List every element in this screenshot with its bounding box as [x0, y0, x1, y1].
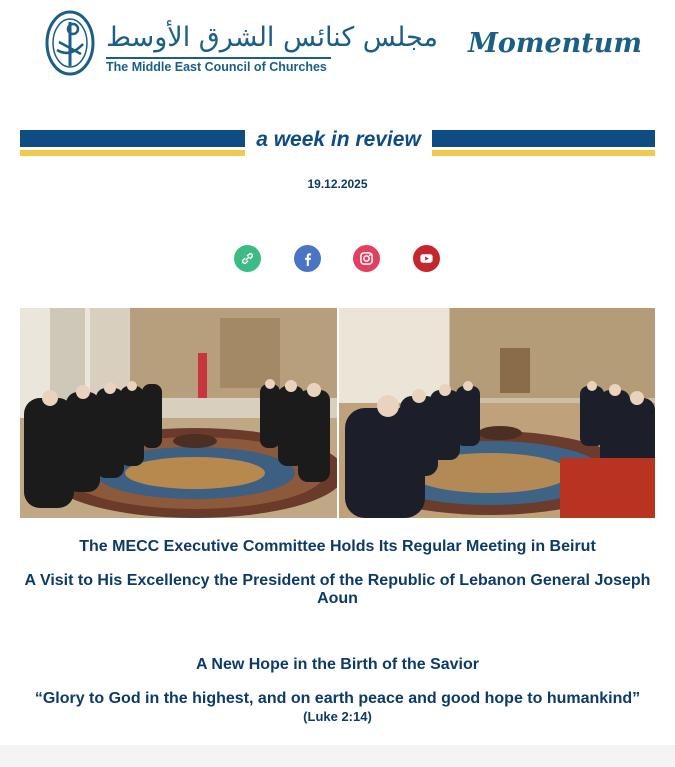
- footer-strip: [0, 745, 675, 767]
- banner-title: a week in review: [256, 128, 421, 151]
- banner-bar-left: [20, 130, 245, 147]
- link-icon[interactable]: [234, 245, 261, 272]
- week-in-review-banner: [20, 130, 655, 158]
- issue-date: 19.12.2025: [307, 177, 368, 191]
- newsletter-header: [0, 0, 675, 90]
- article-title-new-hope[interactable]: A New Hope in the Birth of the Savior: [196, 656, 479, 673]
- banner-stripe-left: [20, 150, 245, 156]
- mecc-logo-icon[interactable]: [45, 10, 95, 76]
- article-title-scripture[interactable]: [20, 690, 655, 726]
- logo-divider: [106, 57, 331, 59]
- article-title-meeting[interactable]: The MECC Executive Committee Holds Its Regular Meeting in Beirut: [79, 538, 596, 555]
- scripture-quote: “Glory to God in the highest, and on earth peace and good hope to humankind”: [34, 690, 641, 707]
- brand-title: Momentum: [468, 28, 642, 59]
- scripture-reference: (Luke 2:14): [303, 709, 372, 724]
- org-name-arabic: مجلس كنائس الشرق الأوسط: [106, 22, 439, 53]
- article-title-president-visit[interactable]: A Visit to His Excellency the President of the Republic of Lebanon General Joseph Aoun: [24, 572, 651, 607]
- facebook-icon[interactable]: [294, 245, 321, 272]
- banner-bar-right: [432, 130, 655, 147]
- instagram-icon[interactable]: [353, 245, 380, 272]
- org-name-english: The Middle East Council of Churches: [106, 60, 327, 74]
- youtube-icon[interactable]: [413, 245, 440, 272]
- social-links: [0, 245, 675, 273]
- banner-stripe-right: [432, 150, 655, 156]
- meeting-photo[interactable]: [20, 308, 655, 518]
